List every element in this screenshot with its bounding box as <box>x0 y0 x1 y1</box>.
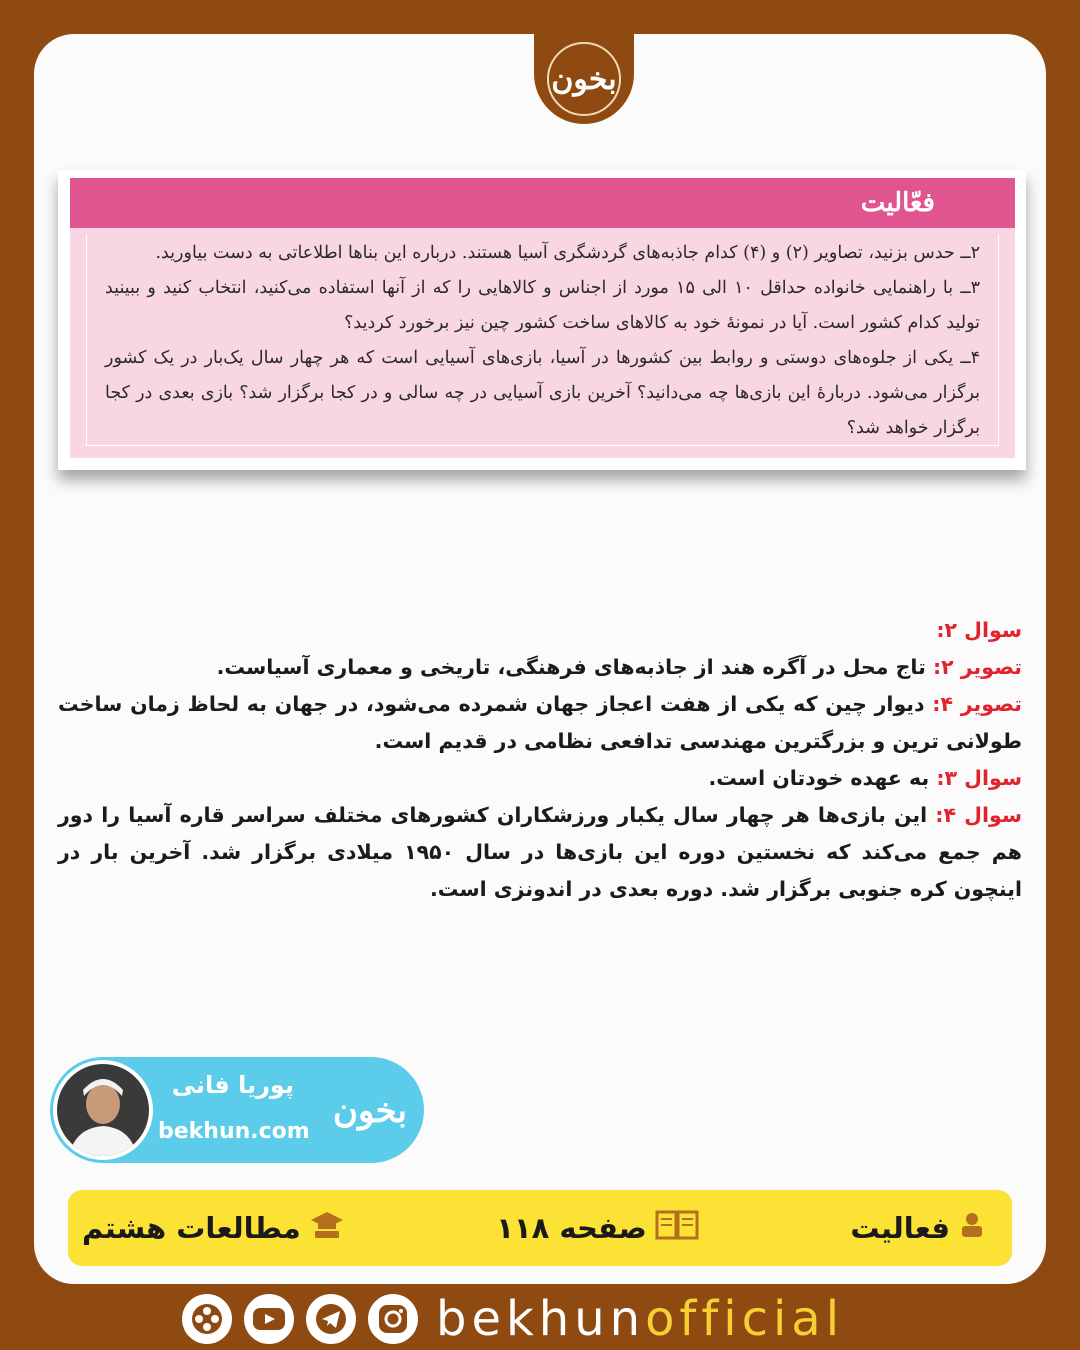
brand-part-1: bekhun <box>436 1291 646 1347</box>
image-4-answer: دیوار چین که یکی از هفت اعجاز جهان شمرده می‌شود، در جهان به لحاظ زمان ساخت طولانی ترین و بزرگترین مهندسی تدافعی نظامی در قدیم است. <box>58 692 1022 753</box>
answers-section <box>58 612 1022 908</box>
scan-header <box>70 178 1015 228</box>
youtube-icon[interactable] <box>244 1294 294 1344</box>
brand-handle <box>436 1291 844 1347</box>
teacher-icon <box>958 1211 986 1246</box>
author-badge[interactable] <box>50 1057 424 1163</box>
author-website-link[interactable]: bekhun.com <box>158 1119 310 1144</box>
graduation-cap-icon <box>309 1209 345 1248</box>
telegram-icon[interactable] <box>306 1294 356 1344</box>
subject-label: مطالعات هشتم <box>82 1211 301 1245</box>
activity-label: فعالیت <box>850 1211 950 1245</box>
bekhun-logo-icon: بخون <box>547 42 621 116</box>
top-logo <box>534 34 634 124</box>
scan-paragraph: ۴ــ یکی از جلوه‌های دوستی و روابط بین کشورها در آسیا، بازی‌های آسیایی است که هر چهار سال یک‌بار در یک کشور برگزار می‌شود. دربارهٔ این بازی‌ها چه می‌دانید؟ آخرین بازی آسیایی در چه سالی و در کجا برگزار شد؟ بازی بعدی در کجا برگزار خواهد شد؟ <box>105 348 980 438</box>
bekhun-logo-icon: بخون <box>333 1091 407 1131</box>
image-4-label: تصویر ۴: <box>932 692 1022 716</box>
brand-part-2: official <box>645 1291 845 1347</box>
textbook-scan <box>58 170 1026 470</box>
avatar <box>53 1060 153 1160</box>
book-icon <box>655 1209 699 1248</box>
scan-paragraph: ۳ــ با راهنمایی خانواده حداقل ۱۰ الی ۱۵ مورد از اجناس و کالاهایی را که از آنها استفاده می‌کنید، انتخاب کنید و ببینید تولید کدام کشور است. آیا در نمونهٔ خود به کالاهای ساخت کشور چین نیز برخورد کردید؟ <box>105 278 980 333</box>
question-3-answer: به عهده خودتان است. <box>708 766 937 790</box>
footer <box>182 1288 902 1350</box>
question-2-label: سوال ۲: <box>936 618 1022 642</box>
info-bar <box>68 1190 1012 1266</box>
scan-title: فعّالیت <box>860 188 935 218</box>
film-icon[interactable] <box>182 1294 232 1344</box>
scan-body <box>70 228 1015 458</box>
instagram-icon[interactable] <box>368 1294 418 1344</box>
question-4-label: سوال ۴: <box>935 803 1022 827</box>
author-name: پوریا فانی <box>171 1071 294 1099</box>
image-2-label: تصویر ۲: <box>932 655 1022 679</box>
page-item <box>496 1209 699 1248</box>
question-3-label: سوال ۳: <box>936 766 1022 790</box>
image-2-answer: تاج محل در آگره هند از جاذبه‌های فرهنگی، تاریخی و معماری آسیاست. <box>216 655 933 679</box>
page-label: صفحه ۱۱۸ <box>496 1211 647 1245</box>
question-4-answer: این بازی‌ها هر چهار سال یکبار ورزشکاران کشورهای مختلف سراسر قاره آسیا را دور هم جمع می‌کند که نخستین دوره این بازی‌ها در سال ۱۹۵۰ میلادی برگزار شد. آخرین بار در اینچون کره جنوبی برگزار شد. دوره بعدی در اندونزی است. <box>58 803 1022 901</box>
subject-item <box>82 1209 345 1248</box>
activity-item <box>850 1211 986 1246</box>
scan-paragraph: ۲ــ حدس بزنید، تصاویر (۲) و (۴) کدام جاذبه‌های گردشگری آسیا هستند. درباره این بناها اطلاعاتی به دست بیاورید. <box>155 243 980 263</box>
